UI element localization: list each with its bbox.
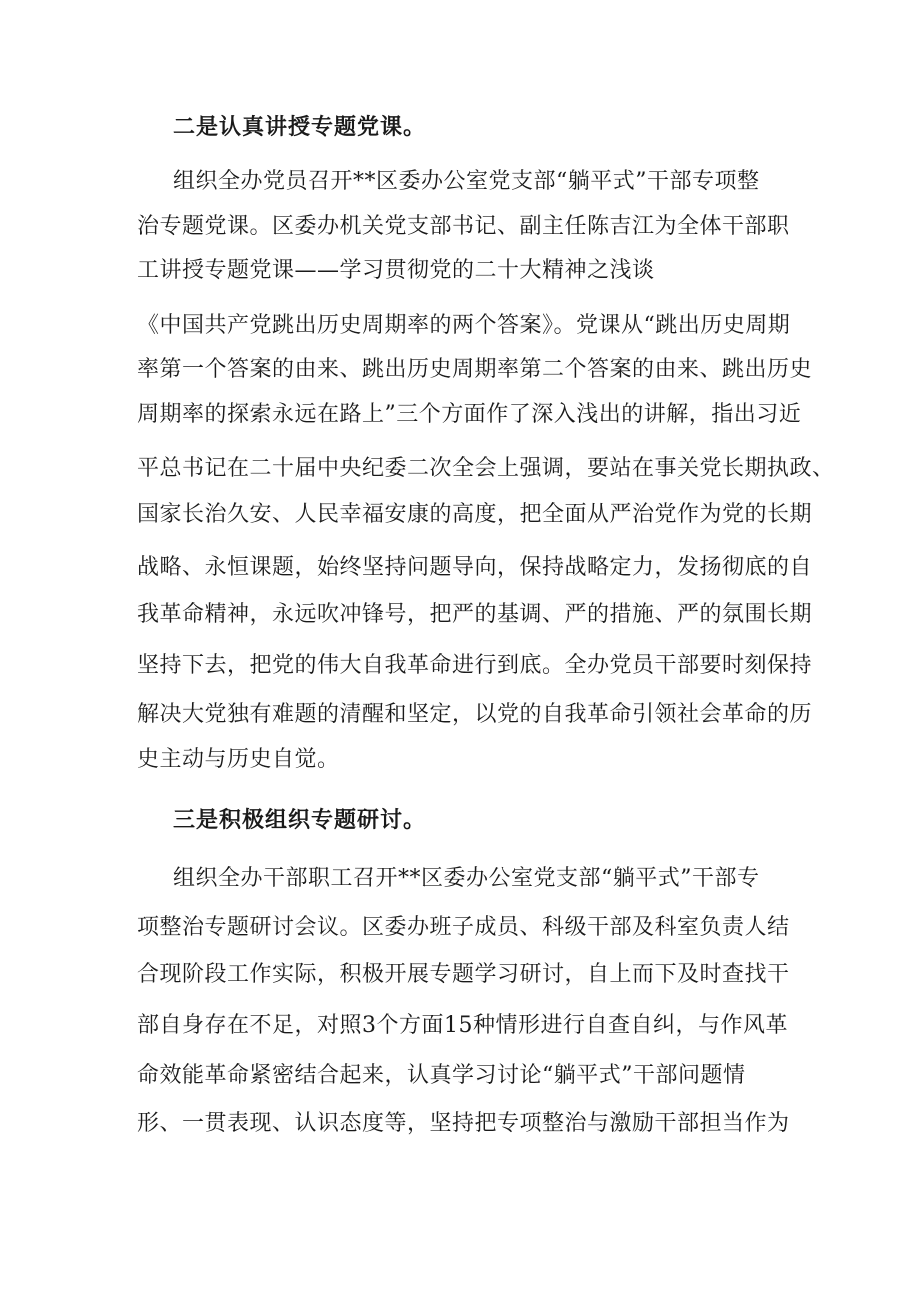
paragraph-line: 组织全办党员召开**区委办公室党支部“躺平式”干部专项整	[173, 169, 760, 194]
paragraph-line: 周期率的探索永远在路上”三个方面作了深入浅出的讲解，指出习近	[137, 402, 802, 427]
paragraph-line: 率第一个答案的由来、跳出历史周期率第二个答案的由来、跳出历史	[137, 357, 813, 382]
paragraph-line: 部自身存在不足，对照3个方面15种情形进行自查自纠，与作风革	[137, 1013, 788, 1038]
paragraph-line: 坚持下去，把党的伟大自我革命进行到底。全办党员干部要时刻保持	[137, 653, 813, 678]
paragraph-line: 我革命精神，永远吹冲锋号，把严的基调、严的措施、严的氛围长期	[137, 602, 813, 627]
paragraph-line: 项整治专题研讨会议。区委办班子成员、科级干部及科室负责人结	[137, 915, 790, 940]
paragraph-line: 战略、永恒课题，始终坚持问题导向，保持战略定力，发扬彻底的自	[137, 555, 813, 580]
paragraph-line: 组织全办干部职工召开**区委办公室党支部“躺平式”干部专	[173, 866, 760, 891]
paragraph-line: 《中国共产党跳出历史周期率的两个答案》。党课从“跳出历史周期	[137, 313, 791, 338]
paragraph-line: 国家长治久安、人民幸福安康的高度，把全面从严治党作为党的长期	[137, 502, 813, 527]
section-2-heading: 二是认真讲授专题党课。	[173, 114, 427, 140]
paragraph-line: 命效能革命紧密结合起来，认真学习讨论“躺平式”干部问题情	[137, 1063, 746, 1088]
section-3-heading: 三是积极组织专题研讨。	[173, 807, 427, 833]
paragraph-line: 史主动与历史自觉。	[137, 747, 340, 772]
paragraph-line: 形、一贯表现、认识态度等，坚持把专项整治与激励干部担当作为	[137, 1111, 790, 1136]
paragraph-line: 治专题党课。区委办机关党支部书记、副主任陈吉江为全体干部职	[137, 214, 790, 239]
paragraph-line: 工讲授专题党课——学习贯彻党的二十大精神之浅谈	[137, 258, 655, 283]
paragraph-line: 解决大党独有难题的清醒和坚定，以党的自我革命引领社会革命的历	[137, 702, 813, 727]
paragraph-line: 合现阶段工作实际，积极开展专题学习研讨，自上而下及时查找干	[137, 962, 790, 987]
paragraph-line: 平总书记在二十届中央纪委二次全会上强调，要站在事关党长期执政、	[137, 456, 835, 481]
